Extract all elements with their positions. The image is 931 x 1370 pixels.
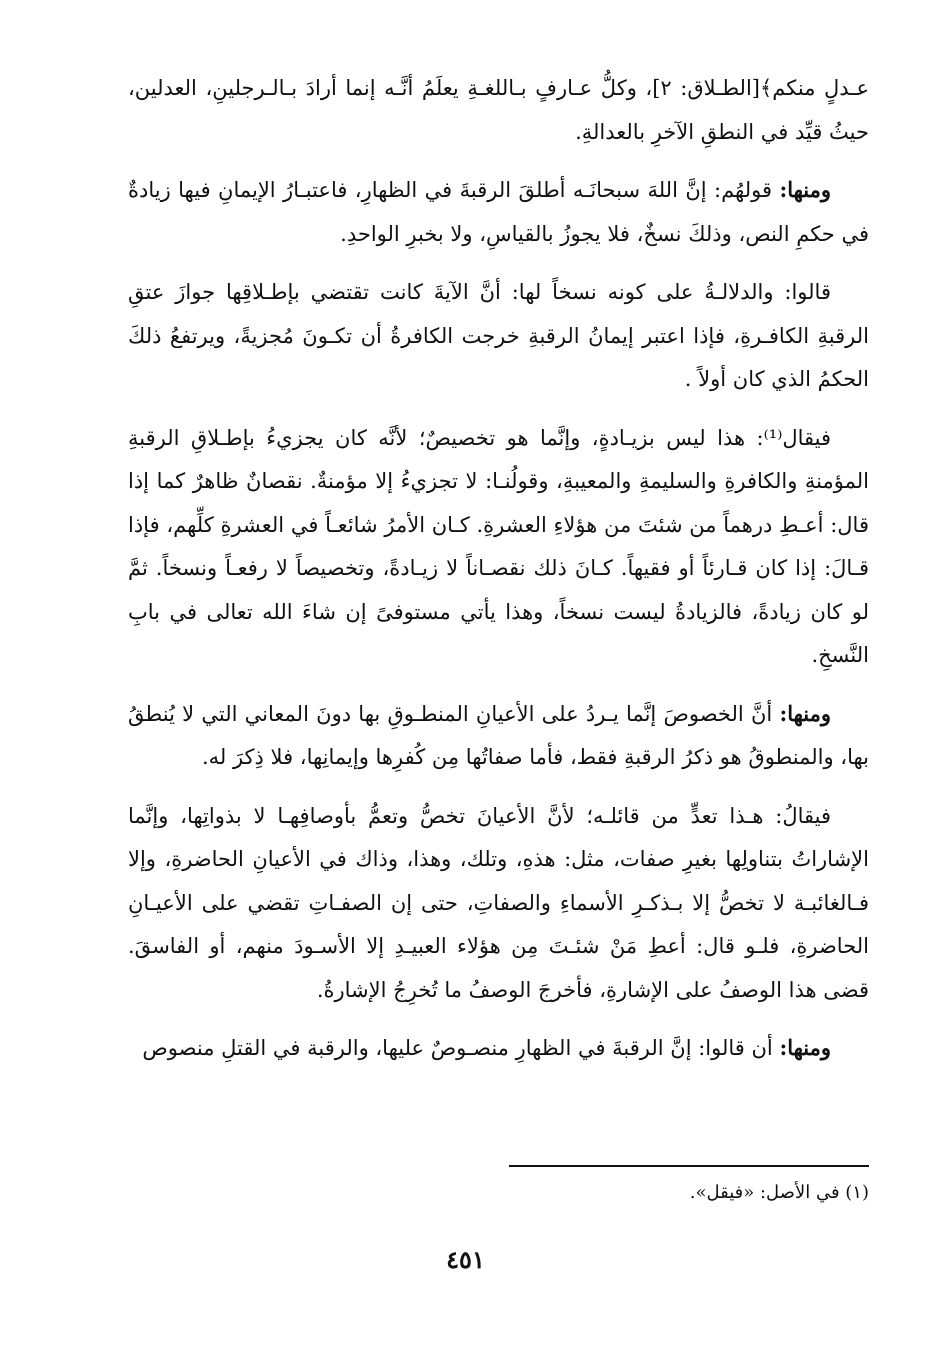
paragraph <box>128 1026 869 1071</box>
paragraph <box>128 168 869 256</box>
page-body <box>128 66 869 1085</box>
paragraph <box>128 692 869 780</box>
paragraph-text: أن قالوا: إنَّ الرقبةَ في الظهارِ منصـوصٌ عليها، والرقبة في القتلِ منصوص <box>142 1036 780 1060</box>
paragraph <box>128 66 869 154</box>
paragraph-text: أنَّ الخصوصَ إنَّما يـردُ على الأعيانِ المنطـوقِ بها دونَ المعاني التي لا يُنطقُ بها، والمنطوقُ هو ذكرُ الرقبةِ فقط، فأما صفاتُها مِن كُفرِها وإيمانِها، فلا ذِكرَ له. <box>128 701 869 769</box>
paragraph-lead: ومنها: <box>779 1035 831 1060</box>
footnote: (١) في الأصل: «فيقل». <box>689 1182 869 1203</box>
page-number: ٤٥١ <box>446 1245 485 1274</box>
paragraph-lead: ومنها: <box>779 177 831 202</box>
paragraph-text: قالوا: والدلالـةُ على كونه نسخاً لها: أنَّ الآيةَ كانت تقتضي بإطـلاقِها جوازَ عتقِ الرقبةِ الكافـرةِ، فإذا اعتبر إيمانُ الرقبةِ خرجت الكافرةُ أن تكـونَ مُجزيةً، ويرتفعُ ذلكَ الحكمُ الذي كان أولاً . <box>128 280 869 391</box>
paragraph-text: فيقال⁽¹⁾: هذا ليس بزيـادةٍ، وإنَّما هو تخصيصٌ؛ لأنَّه كان يجزيءُ بإطـلاقِ الرقبةِ المؤمنةِ والكافرةِ والسليمةِ والمعيبةِ، وقولُنـا: لا تجزيءُ إلا مؤمنةٌ. نقصانٌ ظاهرٌ كما إذا قال: أعـطِ درهماً من شئتَ من هؤلاءِ العشرةِ. كـان الأمرُ شائعـاً في العشرةِ كلِّهم، فإذا قـالَ: إذا كان قـارئاً أو فقيهاً. كـانَ ذلك نقصـاناً لا زيـادةً، وتخصيصاً لا رفعـاً ونسخاً. ثمَّ لو كان زيادةً، فالزيادةُ ليست نسخاً، وهذا يأتي مستوفىً إن شاءَ الله تعالى في بابِ النَّسخِ. <box>128 425 869 667</box>
paragraph-text: عـدلٍ منكم﴾[الطـلاق: ٢]، وكلُّ عـارفٍ بـاللغـةِ يعلَمُ أنَّـه إنما أرادَ بـالـرجلينِ، العدلين، حيثُ قيِّد في النطقِ الآخرِ بالعدالةِ. <box>128 76 869 144</box>
paragraph <box>128 794 869 1013</box>
paragraph <box>128 416 869 678</box>
paragraph-lead: ومنها: <box>779 700 831 726</box>
footnote-separator <box>509 1165 869 1167</box>
paragraph-text: قولهُم: إنَّ اللهَ سبحانَـه أطلقَ الرقبةَ في الظهارِ، فاعتبـارُ الإيمانِ فيها زيادةٌ في حكمِ النص، وذلكَ نسخٌ، فلا يجوزُ بالقياسِ، ولا بخبرِ الواحدِ. <box>128 178 869 246</box>
paragraph-text: فيقالُ: هـذا تعدٍّ من قائلـه؛ لأنَّ الأعيانَ تخصُّ وتعمُّ بأوصافِهـا لا بذواتِها، وإنَّما الإشاراتُ بتناولِها بغيرِ صفات، مثل: هذهِ، وتلك، وهذا، وذاك في الأعيانِ الحاضرةِ، وإلا فـالغائبـة لا تخصُّ إلا بـذكـرِ الأسماءِ والصفاتِ، حتى إن الصفـاتِ تقضي على الأعيـانِ الحاضرةِ، فلـو قال: أعطِ مَنْ شئـتَ مِن هؤلاء العبيـدِ إلا الأسـودَ منهم، أو الفاسقَ. قضى هذا الوصفُ على الإشارةِ، فأخرجَ الوصفُ ما تُخرِجُ الإشارةُ. <box>128 803 869 1002</box>
paragraph <box>128 270 869 402</box>
